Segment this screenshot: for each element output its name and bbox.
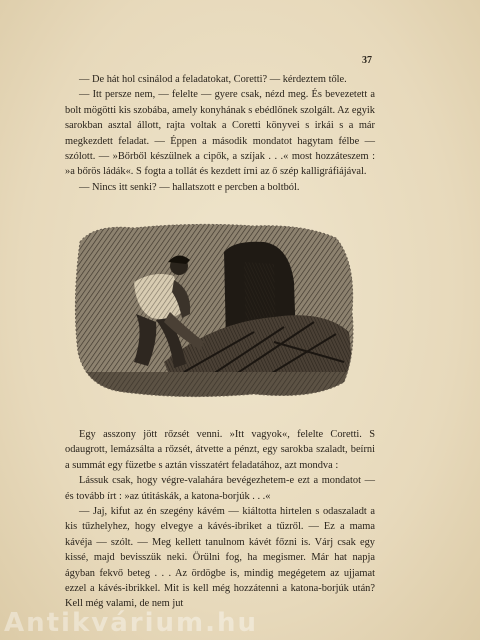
paragraph: — Nincs itt senki? — hallatszott e percben a boltból.: [79, 181, 300, 193]
paragraph: — Jaj, kifut az én szegény kávém — kiáltotta hirtelen s odaszaladt a kis tűzhelyhez, hogy elvegye a kávés-ibriket a tűzről. — Ez a mama kávéja — szólt. — Meg kellett tanulnom kávét főzni is. Várj csak egy kissé, majd bevisszük neki. Örülni fog, ha megismer. Már hat napja ágyban fekvő beteg . . . Az ördögbe is, mindig megégetem az ujjamat ezzel a kávés-ibrikkel. Mit is kell még hozzátenni a katona-borjúk után? Kell még valami, de nem jut: [65, 506, 375, 610]
engraving-illustration: [74, 222, 356, 400]
paragraph: Egy asszony jött rőzsét venni. »Itt vagyok«, felelte Coretti. S odaugrott, lemázsálta a rőzsét, átvette a pénzt, egy sarokba szaladt, beírni a summát egy füzetbe s aztán visszatért feladatához, azt mondva :: [65, 429, 375, 471]
engraving-scene: [74, 222, 356, 400]
text-block-bottom: [65, 427, 375, 612]
paragraph: Lássuk csak, hogy végre-valahára bevégezhetem-e ezt a mondatot — és tovább írt : »az útitáskák, a katona-borjúk . . .«: [65, 475, 375, 502]
watermark-logo: Antikvárium.hu: [4, 608, 258, 638]
page-number: 37: [362, 55, 372, 66]
paragraph: — De hát hol csinálod a feladatokat, Coretti? — kérdeztem tőle.: [79, 74, 347, 85]
text-block-top: [65, 72, 375, 195]
paragraph: — Itt persze nem, — felelte — gyere csak, nézd meg. És bevezetett a bolt mögötti kis szobába, amely konyhának s ebédlőnek szolgált. Az egyik sarokban asztal állott, rajta voltak a Coretti könyvei s irkái s a már megkezdett feladat. — Éppen a második mondatot hagytam félbe — szólott. — »Bőrből készülnek a cipők, a szíjak . . .« most hozzáteszem : »a bőrös ládák«. S fogta a tollát és kezdett írni az ő szép kalligráfiájával.: [65, 89, 375, 178]
